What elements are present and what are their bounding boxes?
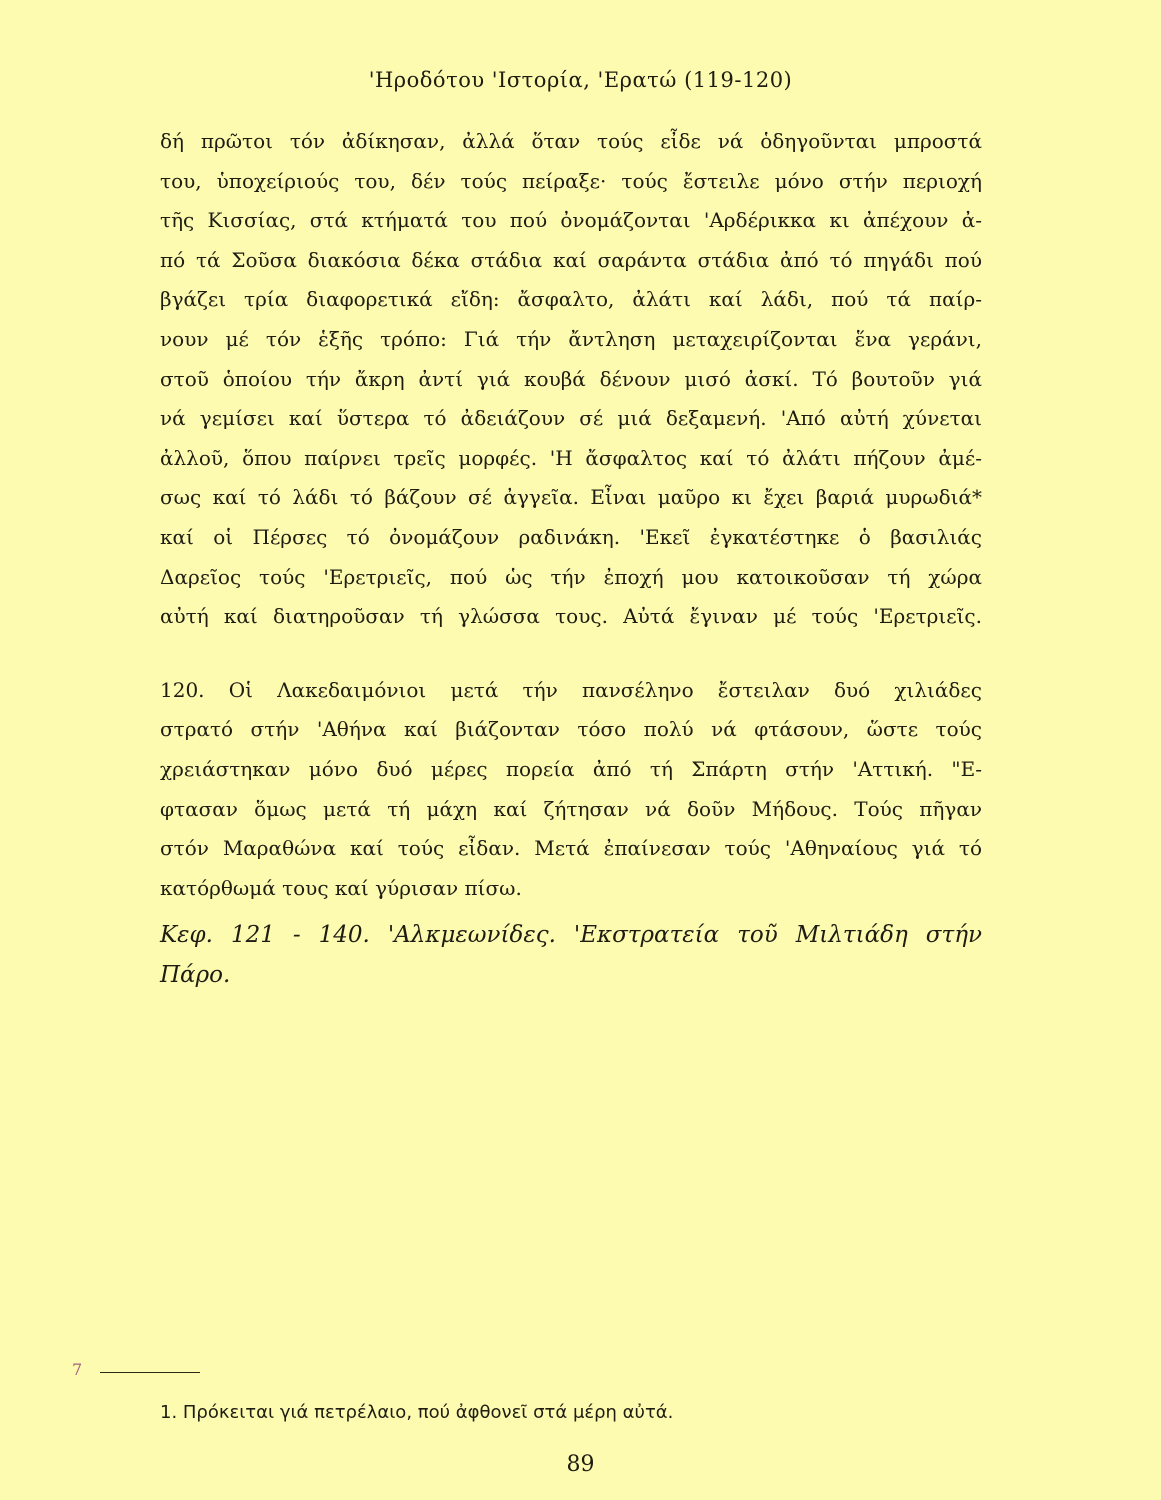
margin-mark: 7 xyxy=(72,1360,83,1379)
text-line: κατόρθωμά τους καί γύρισαν πίσω. xyxy=(160,875,522,900)
text-line: φτασαν ὅμως μετά τή μάχη καί ζήτησαν νά δοῦν Μήδους. Τούς πῆγαν xyxy=(160,796,982,821)
text-line: νουν μέ τόν ἑξῆς τρόπο: Γιά τήν ἄντληση μεταχειρίζονται ἕνα γεράνι, xyxy=(160,326,982,351)
text-line: σως καί τό λάδι τό βάζουν σέ ἀγγεῖα. Εἶναι μαῦρο κι ἔχει βαριά μυρωδιά* xyxy=(160,485,982,510)
text-line: δή πρῶτοι τόν ἀδίκησαν, ἀλλά ὅταν τούς εἶδε νά ὁδηγοῦνται μπροστά xyxy=(160,129,982,153)
text-line: στοῦ ὁποίου τήν ἄκρη ἀντί γιά κουβά δένουν μισό ἀσκί. Τό βουτοῦν γιά xyxy=(160,366,982,391)
text-line: βγάζει τρία διαφορετικά εἴδη: ἄσφαλτο, ἀλάτι καί λάδι, πού τά παίρ- xyxy=(160,287,982,312)
text-line: στόν Μαραθώνα καί τούς εἶδαν. Μετά ἐπαίνεσαν τούς 'Αθηναίους γιά τό xyxy=(160,836,982,861)
footnote: 1. Πρόκειται γιά πετρέλαιο, πού ἀφθονεῖ στά μέρη αὐτά. xyxy=(160,1402,674,1423)
chapter-heading-line: Πάρο. xyxy=(160,962,231,988)
text-line: χρειάστηκαν μόνο δυό μέρες πορεία ἀπό τή Σπάρτη στήν 'Αττική. "Ε- xyxy=(160,756,982,781)
chapter-heading-line: Κεφ. 121 - 140. 'Αλκμεωνίδες. 'Εκστρατεία τοῦ Μιλτιάδη στήν xyxy=(160,922,982,948)
text-line: νά γεμίσει καί ὕστερα τό ἀδειάζουν σέ μιά δεξαμενή. 'Από αὐτή χύνεται xyxy=(160,406,982,431)
paragraph-119 xyxy=(160,122,982,637)
text-line: τῆς Κισσίας, στά κτήματά του πού ὀνομάζονται 'Αρδέρικκα κι ἀπέχουν ἀ- xyxy=(160,208,982,233)
chapter-heading xyxy=(160,915,982,995)
text-line: στρατό στήν 'Αθήνα καί βιάζονταν τόσο πολύ νά φτάσουν, ὥστε τούς xyxy=(160,717,982,742)
text-line: ἀλλοῦ, ὅπου παίρνει τρεῖς μορφές. 'Η ἄσφαλτος καί τό ἀλάτι πήζουν ἀμέ- xyxy=(160,445,982,470)
running-head: 'Ηροδότου 'Ιστορία, 'Ερατώ (119-120) xyxy=(368,68,793,92)
footnote-rule xyxy=(100,1372,200,1373)
text-line: του, ὑποχείριούς του, δέν τούς πείραξε· τούς ἔστειλε μόνο στήν περιοχή xyxy=(160,168,982,193)
text-line: 120. Οἱ Λακεδαιμόνιοι μετά τήν πανσέληνο ἔστειλαν δυό χιλιάδες xyxy=(160,677,982,702)
text-line: Δαρεῖος τούς 'Ερετριεῖς, πού ὡς τήν ἐποχή μου κατοικοῦσαν τή χώρα xyxy=(160,564,982,589)
text-line: καί οἱ Πέρσες τό ὀνομάζουν ραδινάκη. 'Εκεῖ ἐγκατέστηκε ὁ βασιλιάς xyxy=(160,524,982,549)
text-line: αὐτή καί διατηροῦσαν τή γλώσσα τους. Αὐτά ἔγιναν μέ τούς 'Ερετριεῖς. xyxy=(160,604,982,629)
page-number: 89 xyxy=(566,1452,595,1477)
text-line: πό τά Σοῦσα διακόσια δέκα στάδια καί σαράντα στάδια ἀπό τό πηγάδι πού xyxy=(160,247,982,272)
body-text xyxy=(160,122,982,908)
paragraph-120 xyxy=(160,671,982,909)
